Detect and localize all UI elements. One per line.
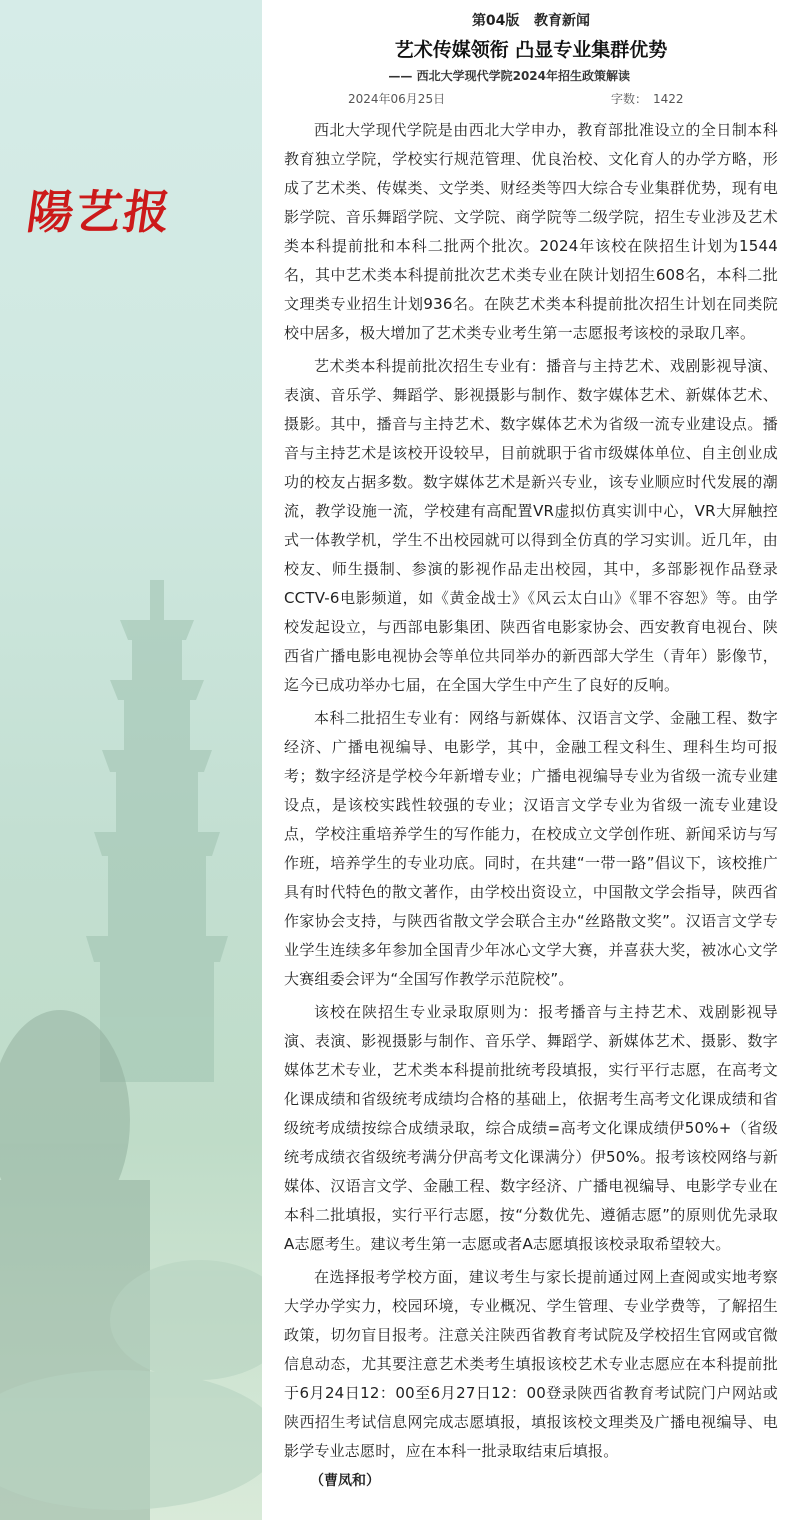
article-body [262,106,800,1466]
article-author: （曹凤和） [310,1473,380,1489]
pagoda-illustration [0,560,262,1520]
edition-header [262,12,800,30]
edition-number: 第04版 [471,13,520,29]
word-count [611,90,684,107]
article-meta [262,88,800,106]
article-title: 艺术传媒领衔 凸显专业集群优势 [394,39,668,61]
section-name: 教育新闻 [534,13,591,29]
article-subtitle: —— 西北大学现代学院2024年招生政策解读 [388,69,630,83]
newspaper-logo: 陽艺报 [23,185,176,239]
word-count-label: 字数： [611,92,648,106]
publish-date: 2024年06月25日 [348,92,446,106]
article-paragraph: 本科二批招生专业有：网络与新媒体、汉语言文学、金融工程、数字经济、广播电视编导、电影学，其中，金融工程文科生、理科生均可报考；数字经济是学校今年新增专业；广播电视编导专业为省级一流专业建设点，是该校实践性较强的专业；汉语言文学专业为省级一流专业建设点，学校注重培养学生的写作能力，在校成立文学创作班、新闻采访与写作班，培养学生的专业功底。同时，在共建“一带一路”倡议下，该校推广具有时代特色的散文著作，由学校出资设立，中国散文学会指导，陕西省作家协会支持，与陕西省散文学会联合主办“丝路散文奖”。汉语言文学专业学生连续多年参加全国青少年冰心文学大赛，并喜获大奖，被冰心文学大赛组委会评为“全国写作教学示范院校”。 [284,709,778,988]
article-panel [262,0,800,1520]
article-paragraph: 在选择报考学校方面，建议考生与家长提前通过网上查阅或实地考察大学办学实力，校园环境，专业概况、学生管理、专业学费等，了解招生政策，切勿盲目报考。注意关注陕西省教育考试院及学校招生官网或官微信息动态，尤其要注意艺术类考生填报该校艺术专业志愿应在本科提前批于6月24日12：00至6月27日12：00登录陕西省教育考试院门户网站或陕西招生考试信息网完成志愿填报，填报该校文理类及广播电视编导、电影学专业志愿时，应在本科一批录取结束后填报。 [284,1268,778,1460]
article-paragraph: 艺术类本科提前批次招生专业有：播音与主持艺术、戏剧影视导演、表演、音乐学、舞蹈学、影视摄影与制作、数字媒体艺术、新媒体艺术、摄影。其中，播音与主持艺术、数字媒体艺术为省级一流专业建设点。播音与主持艺术是该校开设较早，目前就职于省市级媒体单位、自主创业成功的校友占据多数。数字媒体艺术是新兴专业，该专业顺应时代发展的潮流，教学设施一流，学校建有高配置VR虚拟仿真实训中心，VR大屏触控式一体教学机，学生不出校园就可以得到全仿真的学习实训。近几年，由校友、师生摄制、参演的影视作品走出校园，其中，多部影视作品登录CCTV-6电影频道，如《黄金战士》《风云太白山》《罪不容恕》等。由学校发起设立，与西部电影集团、陕西省电影家协会、西安教育电视台、陕西省广播电影电视协会等单位共同举办的新西部大学生（青年）影像节，迄今已成功举办七届，在全国大学生中产生了良好的反响。 [284,357,778,694]
decorative-side-panel [0,0,262,1520]
article-paragraph: 西北大学现代学院是由西北大学申办，教育部批准设立的全日制本科教育独立学院，学校实行规范管理、优良治校、文化育人的办学方略，形成了艺术类、传媒类、文学类、财经类等四大综合专业集群优势，现有电影学院、音乐舞蹈学院、文学院、商学院等二级学院，招生专业涉及艺术类本科提前批和本科二批两个批次。2024年该校在陕招生计划为1544名，其中艺术类本科提前批次艺术类专业在陕计划招生608名，本科二批文理类专业招生计划936名。在陕艺术类本科提前批次招生计划在同类院校中居多，极大增加了艺术类专业考生第一志愿报考该校的录取几率。 [284,121,778,342]
word-count-value: 1422 [653,92,684,106]
article-paragraph: 该校在陕招生专业录取原则为：报考播音与主持艺术、戏剧影视导演、表演、影视摄影与制作、音乐学、舞蹈学、新媒体艺术、摄影、数字媒体艺术专业，艺术类本科提前批统考段填报，实行平行志愿，在高考文化课成绩和省级统考成绩均合格的基础上，依据考生高考文化课成绩和省级统考成绩按综合成绩录取，综合成绩=高考文化课成绩伊50%+（省级统考成绩衣省级统考满分伊高考文化课满分）伊50%。报考该校网络与新媒体、汉语言文学、金融工程、数字经济、广播电视编导、电影学专业在本科二批填报，实行平行志愿，按“分数优先、遵循志愿”的原则优先录取A志愿考生。建议考生第一志愿或者A志愿填报该校录取希望较大。 [284,1003,778,1253]
